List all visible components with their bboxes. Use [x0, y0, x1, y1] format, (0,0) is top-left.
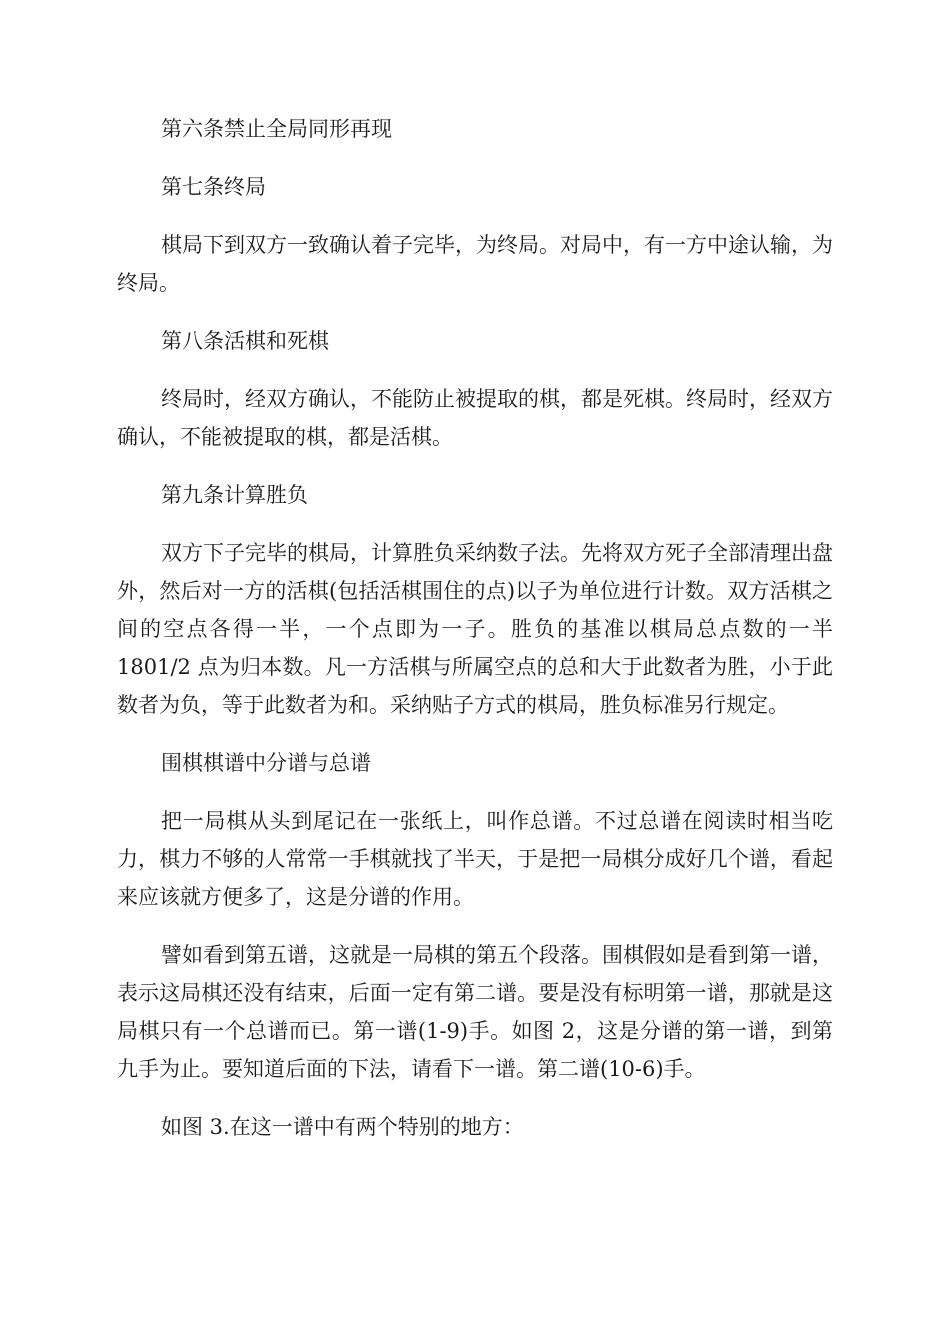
article-9-body: 双方下子完毕的棋局，计算胜负采纳数子法。先将双方死子全部清理出盘外，然后对一方的活棋(包括活棋围住的点)以子为单位进行计数。双方活棋之间的空点各得一半，一个点即为一子。胜负的基准以棋局总点数的一半 1801/2 点为归本数。凡一方活棋与所属空点的总和大于此数者为胜，小于此数者为负，等于此数者为和。采纳贴子方式的棋局，胜负标准另行规定。 [117, 541, 833, 717]
section-para-2: 譬如看到第五谱，这就是一局棋的第五个段落。围棋假如是看到第一谱，表示这局棋还没有结束，后面一定有第二谱。要是没有标明第一谱，那就是这局棋只有一个总谱而已。第一谱(1-9)手。如图 2，这是分谱的第一谱，到第九手为止。要知道后面的下法，请看下一谱。第二谱(10-6)手。 [117, 943, 833, 1081]
article-8-heading: 第八条活棋和死棋 [161, 329, 329, 353]
section-para-3: 如图 3.在这一谱中有两个特别的地方： [161, 1115, 524, 1139]
article-6-heading: 第六条禁止全局同形再现 [161, 117, 392, 141]
document-content [117, 110, 833, 1166]
article-7-body: 棋局下到双方一致确认着子完毕，为终局。对局中，有一方中途认输，为终局。 [117, 233, 833, 295]
article-8-body: 终局时，经双方确认，不能防止被提取的棋，都是死棋。终局时，经双方确认，不能被提取的棋，都是活棋。 [117, 387, 833, 449]
section-heading: 围棋棋谱中分谱与总谱 [161, 751, 371, 775]
article-9-heading: 第九条计算胜负 [161, 483, 308, 507]
article-7-heading: 第七条终局 [161, 175, 266, 199]
section-para-1: 把一局棋从头到尾记在一张纸上，叫作总谱。不过总谱在阅读时相当吃力，棋力不够的人常常一手棋就找了半天，于是把一局棋分成好几个谱，看起来应该就方便多了，这是分谱的作用。 [117, 809, 833, 909]
